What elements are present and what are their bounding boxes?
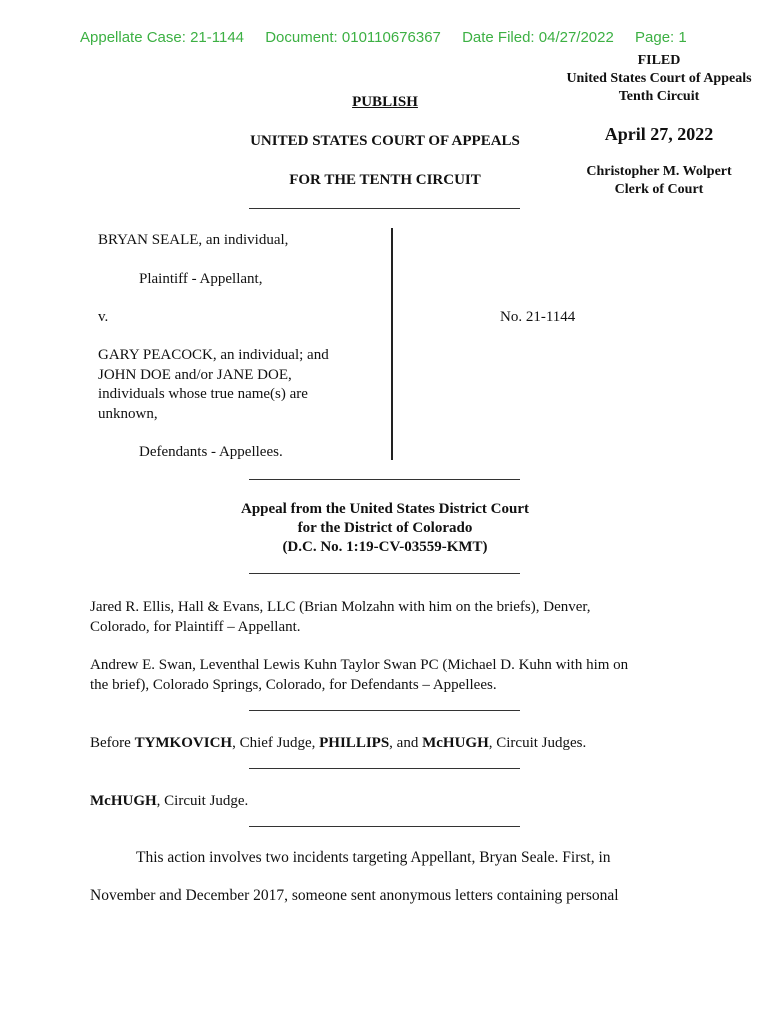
opinion-text-line: November and December 2017, someone sent anonymous letters containing personal xyxy=(90,887,619,904)
opinion-text-line: This action involves two incidents targeting Appellant, Bryan Seale. First, in xyxy=(136,849,611,866)
divider xyxy=(249,479,520,480)
divider xyxy=(249,826,520,827)
appeal-line: Appeal from the United States District Court xyxy=(240,501,530,517)
divider xyxy=(249,710,520,711)
defendants-line: unknown, xyxy=(98,405,158,422)
filing-stamp xyxy=(552,52,766,106)
court-title: UNITED STATES COURT OF APPEALS xyxy=(250,133,520,149)
appellee-counsel xyxy=(90,655,690,695)
appeal-line: for the District of Colorado xyxy=(297,520,473,536)
clerk-name: Christopher M. Wolpert xyxy=(586,164,732,179)
header-date-filed: Date Filed: 04/27/2022 xyxy=(462,29,614,46)
divider xyxy=(249,208,520,209)
header-document: Document: 010110676367 xyxy=(265,29,441,46)
clerk-title: Clerk of Court xyxy=(614,182,704,197)
filed-court: United States Court of Appeals xyxy=(566,71,752,86)
filed-circuit: Tenth Circuit xyxy=(618,89,700,104)
versus: v. xyxy=(98,309,109,325)
defendants-role: Defendants - Appellees. xyxy=(139,444,283,460)
panel-title: , Circuit Judges. xyxy=(488,735,587,751)
publish-label xyxy=(200,94,570,111)
panel-and: , and xyxy=(389,735,423,751)
defendants-line: GARY PEACOCK, an individual; and xyxy=(98,347,329,363)
publish-text: PUBLISH xyxy=(352,94,418,110)
filed-label: FILED xyxy=(637,53,681,68)
panel-before: Before xyxy=(90,735,135,751)
document-header xyxy=(80,29,687,46)
judge-name: TYMKOVICH xyxy=(134,735,233,751)
divider xyxy=(249,768,520,769)
divider xyxy=(249,573,520,574)
counsel-line: Jared R. Ellis, Hall & Evans, LLC (Brian Molzahn with him on the briefs), Denver, xyxy=(90,599,591,615)
defendants-line: JOHN DOE and/or JANE DOE, xyxy=(98,366,292,383)
filed-date: April 27, 2022 xyxy=(604,124,714,144)
appeal-origin xyxy=(200,500,570,557)
appellant-counsel xyxy=(90,597,690,637)
panel-title: , Chief Judge, xyxy=(232,735,320,751)
counsel-line: Andrew E. Swan, Leventhal Lewis Kuhn Taylor Swan PC (Michael D. Kuhn with him on xyxy=(90,657,629,673)
circuit-title: FOR THE TENTH CIRCUIT xyxy=(289,172,481,188)
author-name: McHUGH xyxy=(90,793,157,809)
case-number: No. 21-1144 xyxy=(500,309,576,325)
defendants-names xyxy=(98,346,329,424)
panel-line xyxy=(90,733,690,753)
header-case: Appellate Case: 21-1144 xyxy=(80,29,245,46)
appeal-line: (D.C. No. 1:19-CV-03559-KMT) xyxy=(282,539,488,555)
judge-name: PHILLIPS xyxy=(319,735,390,751)
caption-divider xyxy=(391,228,393,460)
author-title: , Circuit Judge. xyxy=(156,793,249,809)
header-page: Page: 1 xyxy=(635,29,687,46)
judge-name: McHUGH xyxy=(422,735,489,751)
clerk-block xyxy=(552,163,766,199)
plaintiff-name: BRYAN SEALE, an individual, xyxy=(98,232,289,248)
defendants-line: individuals whose true name(s) are xyxy=(98,386,308,402)
opinion-author xyxy=(90,791,690,811)
counsel-line: the brief), Colorado Springs, Colorado, for Defendants – Appellees. xyxy=(90,677,497,693)
counsel-line: Colorado, for Plaintiff – Appellant. xyxy=(90,619,301,635)
plaintiff-role: Plaintiff - Appellant, xyxy=(139,271,263,287)
